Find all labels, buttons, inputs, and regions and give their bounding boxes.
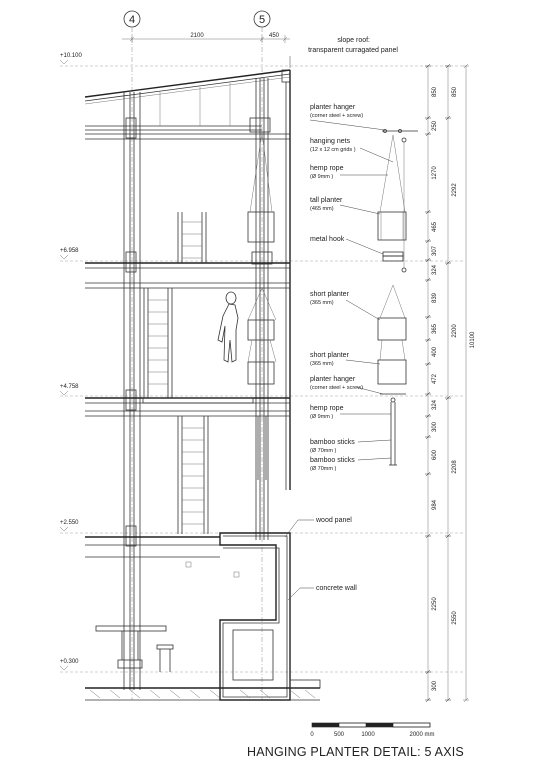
level-6958: +6.958: [60, 248, 79, 254]
label-short-planter-1: short planter: [310, 291, 349, 298]
dim-984: 984: [432, 499, 438, 511]
ladder-upper: [178, 212, 206, 263]
dimension-column-1: [425, 64, 438, 702]
annotations: [285, 37, 398, 600]
label-concrete-wall: concrete wall: [316, 585, 357, 592]
label-hanging-nets: hanging nets: [310, 138, 351, 145]
label-hemp-rope-2-sub: (Ø 9mm ): [310, 414, 334, 420]
label-bamboo-sticks-1: bamboo sticks: [310, 439, 355, 446]
dim-2100: 2100: [190, 33, 204, 39]
label-hemp-rope-1-sub: (Ø 9mm ): [310, 174, 334, 180]
scale-bar: [310, 723, 434, 738]
axis-5-label: 5: [258, 14, 266, 26]
label-planter-hanger-2-sub: (corner steel + screw): [310, 385, 364, 391]
label-tall-planter: tall planter: [310, 197, 343, 204]
label-metal-hook: metal hook: [310, 236, 345, 243]
dim-2208: 2208: [452, 460, 458, 474]
detail-planters: [378, 130, 418, 466]
dimension-column-2: [445, 64, 476, 702]
dim-472: 472: [432, 373, 438, 385]
label-slope-roof: slope roof:: [337, 37, 370, 44]
dim-10100: 10100: [470, 331, 476, 349]
dim-465: 465: [432, 221, 438, 233]
scale-1000: 1000: [361, 732, 375, 738]
scale-500: 500: [333, 732, 345, 738]
level-2550: +2.550: [60, 520, 79, 526]
ladder-middle: [144, 288, 172, 398]
structural-columns: [124, 70, 290, 690]
label-planter-hanger-1: planter hanger: [310, 104, 356, 111]
level-10100: +10.100: [60, 53, 82, 59]
human-figure: [218, 292, 238, 362]
label-bamboo-sticks-2: bamboo sticks: [310, 457, 355, 464]
dim-600: 600: [432, 449, 438, 461]
label-bamboo-sticks-1-sub: (Ø 70mm ): [310, 448, 337, 454]
dim-450: 450: [268, 33, 280, 39]
dim-1270: 1270: [432, 166, 438, 180]
dim-2292: 2292: [452, 183, 458, 197]
label-planter-hanger-1-sub: (corner steel + screw): [310, 113, 364, 119]
label-short-planter-1-sub: (365 mm): [310, 300, 334, 306]
dim-850-b: 850: [452, 86, 458, 98]
dim-307: 307: [432, 245, 438, 257]
dim-2250: 2250: [432, 597, 438, 611]
scale-0: 0: [310, 732, 314, 738]
label-tall-planter-sub: (465 mm): [310, 206, 334, 212]
top-dimension: [122, 33, 290, 43]
ladder-lower: [178, 416, 208, 534]
dim-250: 250: [432, 120, 438, 132]
slope-roof: [85, 70, 290, 139]
dim-839: 839: [432, 292, 438, 304]
axis-markers: [124, 11, 270, 700]
label-hemp-rope-1: hemp rope: [310, 165, 344, 172]
dim-324-b: 324: [432, 399, 438, 411]
level-markers: [60, 53, 465, 672]
axis-4-label: 4: [128, 14, 136, 26]
dim-324-a: 324: [432, 264, 438, 276]
dim-2550: 2550: [452, 611, 458, 625]
floor-slabs: [85, 263, 290, 416]
label-hanging-nets-sub: (12 x 12 cm grids ): [310, 147, 356, 153]
label-bamboo-sticks-2-sub: (Ø 70mm ): [310, 466, 337, 472]
drawing-title: HANGING PLANTER DETAIL: 5 AXIS: [247, 745, 464, 759]
level-4758: +4.758: [60, 384, 79, 390]
label-planter-hanger-2: planter hanger: [310, 376, 356, 383]
label-short-planter-2: short planter: [310, 352, 349, 359]
level-0300: +0.300: [60, 659, 79, 665]
scale-2000: 2000 mm: [409, 732, 435, 738]
dim-365: 365: [432, 323, 438, 335]
ground-floor: [85, 533, 320, 700]
dim-400: 400: [432, 346, 438, 358]
dim-300-a: 300: [432, 421, 438, 433]
label-hemp-rope-2: hemp rope: [310, 405, 344, 412]
label-short-planter-2-sub: (365 mm): [310, 361, 334, 367]
label-wood-panel: wood panel: [316, 517, 352, 524]
label-slope-roof-sub: transparent curragated panel: [308, 47, 398, 54]
dim-300-b: 300: [432, 680, 438, 692]
dim-850-a: 850: [432, 86, 438, 98]
dim-2200: 2200: [452, 324, 458, 338]
